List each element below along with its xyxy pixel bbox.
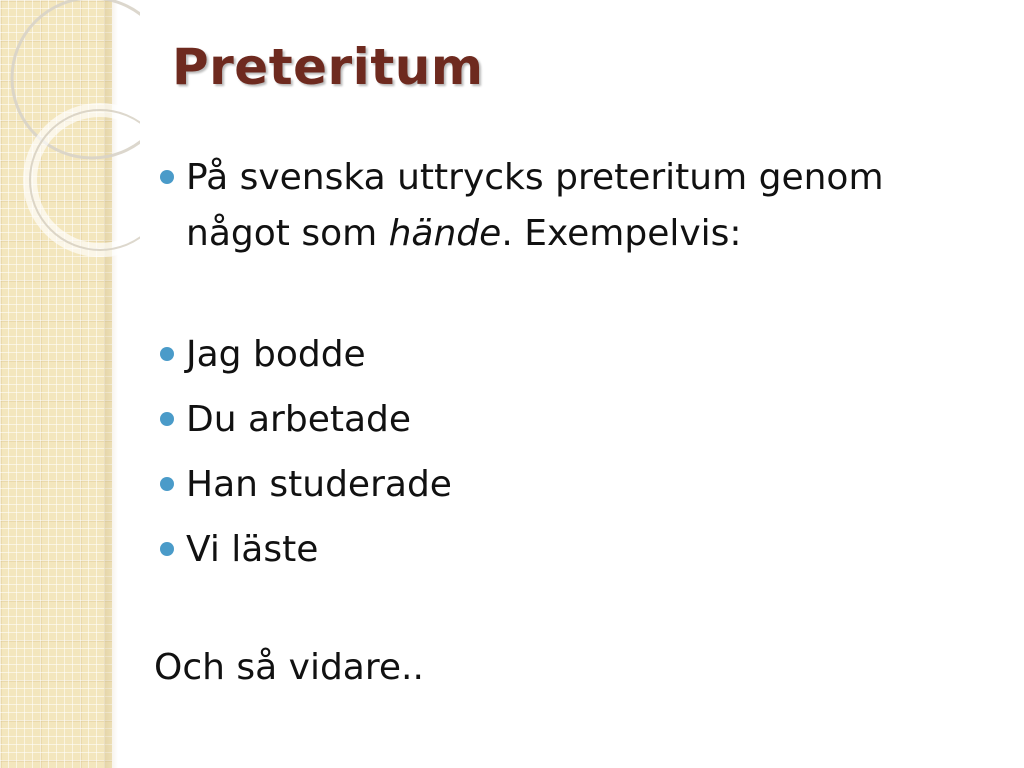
- circle-bullet-icon: [160, 477, 174, 491]
- example-item: [154, 457, 974, 513]
- example-text: Han studerade: [186, 464, 452, 505]
- circle-bullet-icon: [160, 170, 174, 184]
- slide-content: [154, 150, 974, 732]
- circle-bullet-icon: [160, 542, 174, 556]
- closing-text: Och så vidare..: [154, 647, 424, 688]
- example-text: Jag bodde: [186, 334, 366, 375]
- intro-text-after: . Exempelvis:: [501, 213, 742, 254]
- example-text: Vi läste: [186, 529, 319, 570]
- circle-bullet-icon: [160, 412, 174, 426]
- intro-emphasis: hände: [388, 213, 502, 254]
- example-text: Du arbetade: [186, 399, 412, 440]
- intro-bullet: [154, 150, 974, 262]
- circle-bullet-icon: [160, 347, 174, 361]
- intro-text-before: På svenska uttrycks preteritum genom något som: [186, 157, 884, 254]
- example-item: [154, 327, 974, 383]
- decorative-rings-icon: [0, 0, 140, 260]
- slide-title: Preteritum: [172, 38, 484, 96]
- example-item: [154, 392, 974, 448]
- example-item: [154, 522, 974, 578]
